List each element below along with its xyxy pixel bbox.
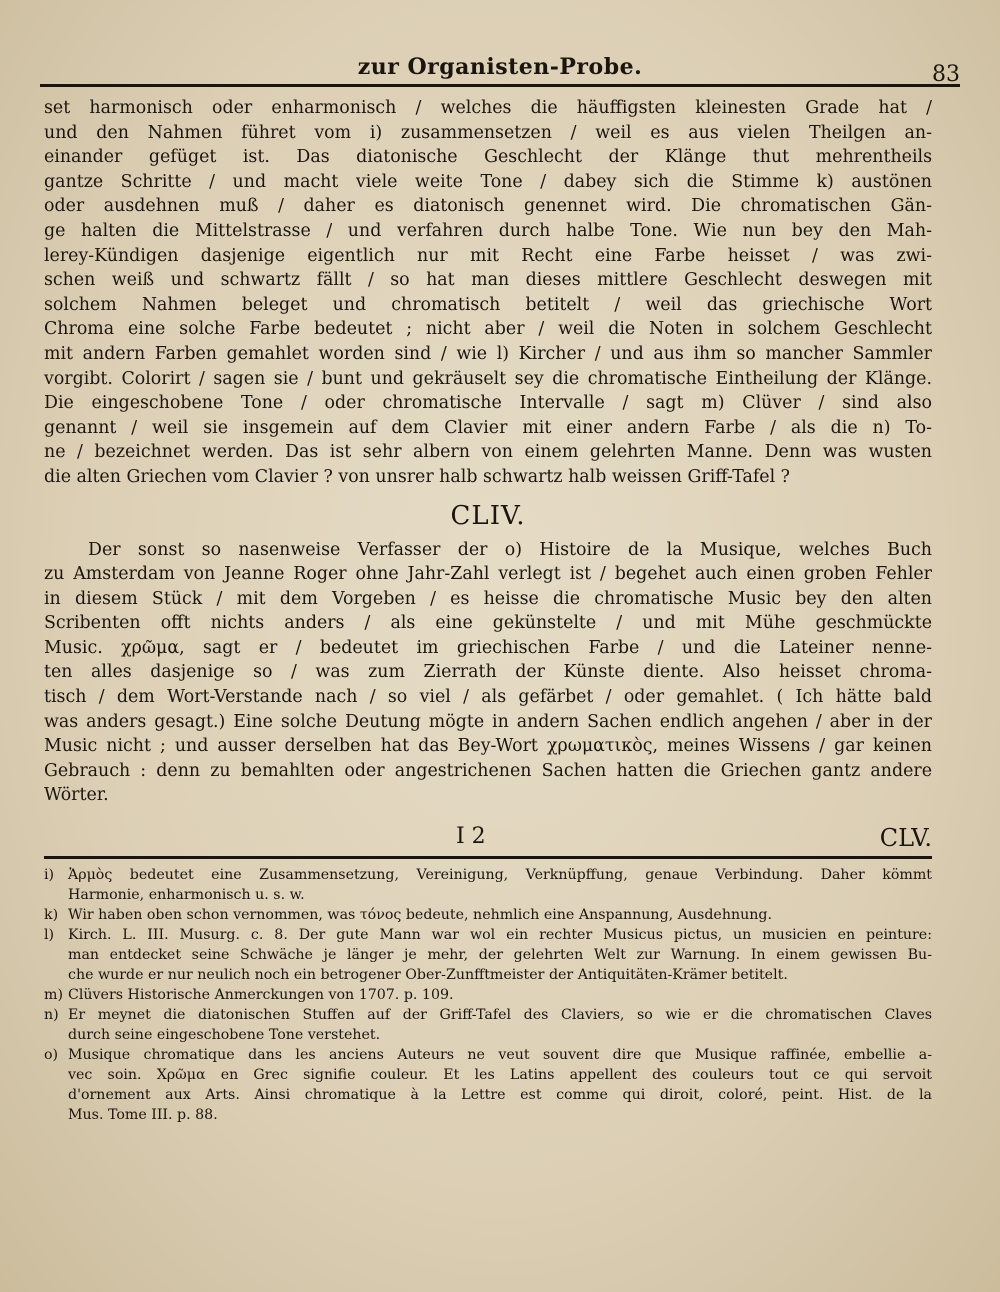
catchword-row — [44, 814, 932, 854]
text-line: was anders gesagt.) Eine solche Deutung mögte in andern Sachen endlich angehen / aber in der — [44, 711, 932, 732]
paragraph-histoire-de-la-musique — [44, 538, 932, 809]
text-line: set harmonisch oder enharmonisch / welches die häuffigsten kleinesten Grade hat / — [44, 98, 932, 118]
text-line: vorgibt. Colorirt / sagen sie / bunt und gekräuselt sey die chromatische Eintheilung der Klänge. — [44, 368, 932, 389]
footnote-m — [44, 985, 932, 1005]
text-line: Music nicht ; und ausser derselben hat das Bey-Wort χρωματικὸς, meines Wissens / gar keinen — [44, 736, 932, 757]
text-line: solchem Nahmen beleget und chromatisch betitelt / weil das griechische Wort — [44, 294, 932, 315]
text-line: gantze Schritte / und macht viele weite Tone / dabey sich die Stimme k) austönen — [44, 171, 932, 192]
text-line: in diesem Stück / mit dem Vorgeben / es heisse die chromatische Music bey den alten — [44, 588, 932, 609]
footnote-marker: m) — [44, 987, 63, 1004]
text-line: die alten Griechen vom Clavier ? von unsrer halb schwartz halb weissen Griff-Tafel ? — [44, 466, 791, 487]
paragraph-chromatic-genus — [44, 96, 932, 490]
text-line: tisch / dem Wort-Verstande nach / so viel / als gefärbet / oder gemahlet. ( Ich hätte bald — [44, 687, 932, 708]
footnote-i — [44, 865, 932, 885]
text-line: lerey-Kündigen dasjenige eigentlich nur mit Recht eine Farbe heisset / was zwi- — [44, 245, 932, 266]
footnote-marker: k) — [44, 907, 59, 924]
text-line: ne / bezeichnet werden. Das ist sehr albern von einem gelehrten Manne. Denn was wusten — [44, 442, 932, 463]
text-line: Die eingeschobene Tone / oder chromatische Intervalle / sagt m) Clüver / sind also — [44, 393, 932, 414]
footnote-n — [44, 1005, 932, 1025]
footnote-o — [44, 1045, 932, 1065]
footnotes — [44, 865, 932, 1125]
footnote-marker: i) — [44, 867, 55, 884]
footnote-text: Wir haben oben schon vernommen, was τόνος bedeute, nehmlich eine Anspannung, Ausdehnung. — [68, 907, 772, 924]
footnote-l-continued: che wurde er nur neulich noch ein betrogener Ober-Zunfftmeister der Antiquitäten-Krämer betitelt. — [68, 967, 788, 984]
text-line: Music. χρῶμα, sagt er / bedeutet im griechischen Farbe / und die Lateiner nenne- — [44, 637, 932, 658]
footnote-k — [44, 905, 932, 925]
footnote-o-continued: Mus. Tome III. p. 88. — [68, 1107, 218, 1124]
text-line: schen weiß und schwartz fällt / so hat man dieses mittlere Geschlecht deswegen mit — [44, 270, 932, 291]
footnote-l — [44, 925, 932, 945]
text-line: und den Nahmen führet vom i) zusammensetzen / weil es aus vielen Theilgen an- — [44, 122, 932, 143]
text-line: ge halten die Mittelstrasse / und verfahren durch halbe Tone. Wie nun bey den Mah- — [44, 220, 932, 241]
footnote-n-continued: durch seine eingeschobene Tone verstehet. — [68, 1027, 381, 1044]
text-line: Gebrauch : denn zu bemahlten oder angestrichenen Sachen hatten die Griechen gantz andere — [44, 760, 932, 781]
page-body — [44, 96, 932, 1125]
footnote-text: Ἁρμὸς bedeutet eine Zusammensetzung, Vereinigung, Verknüpffung, genaue Verbindung. Daher kömmt — [68, 867, 932, 884]
text-line: ten alles dasjenige so / was zum Zierrath der Künste diente. Also heisset chroma- — [44, 662, 932, 683]
footnote-text: Kirch. L. III. Musurg. c. 8. Der gute Mann war wol ein rechter Musicus pictus, un musicien en peinture: — [68, 927, 932, 944]
running-head: zur Organisten-Probe. — [357, 54, 643, 80]
text-line: Scribenten offt nichts anders / als eine gekünstelte / und mit Mühe geschmückte — [44, 613, 932, 634]
text-line: Chroma eine solche Farbe bedeutet ; nicht aber / weil die Noten in solchem Geschlecht — [44, 319, 932, 340]
footnote-text: Er meynet die diatonischen Stuffen auf der Griff-Tafel des Claviers, so wie er die chromatischen Claves — [68, 1007, 932, 1024]
footnote-l-continued: man entdecket seine Schwäche je länger je mehr, der gelehrten Welt zur Warnung. In einem gewissen Bu- — [68, 947, 932, 964]
footnote-o-continued: vec soin. Χρῶμα en Grec signifie couleur. Et les Latins appellent des couleurs tout ce qui servoit — [68, 1067, 932, 1084]
footnote-text: Musique chromatique dans les anciens Auteurs ne veut souvent dire que Musique raffinée, embellie a- — [68, 1047, 932, 1064]
text-line: zu Amsterdam von Jeanne Roger ohne Jahr-Zahl verlegt ist / begehet auch einen groben Fehler — [44, 564, 932, 585]
footnote-text: Clüvers Historische Anmerckungen von 1707. p. 109. — [68, 987, 454, 1004]
text-line: Wörter. — [44, 785, 109, 806]
page-number: 83 — [932, 62, 960, 87]
footnote-marker: n) — [44, 1007, 59, 1024]
section-heading: CLIV. — [450, 500, 526, 531]
text-line: mit andern Farben gemahlet worden sind / wie l) Kircher / und aus ihm so mancher Sammler — [44, 343, 932, 364]
page-header — [40, 40, 960, 87]
signature-mark: I 2 — [456, 824, 486, 850]
footnote-o-continued: d'ornement aux Arts. Ainsi chromatique à la Lettre est comme qui diroit, coloré, peint. Hist. de la — [68, 1087, 932, 1104]
footnote-rule — [44, 856, 932, 859]
text-line: genannt / weil sie insgemein auf dem Clavier mit einer andern Farbe / als die n) To- — [44, 417, 932, 438]
footnote-marker: l) — [44, 927, 55, 944]
footnote-marker: o) — [44, 1047, 59, 1064]
text-line: Der sonst so nasenweise Verfasser der o) Histoire de la Musique, welches Buch — [88, 539, 932, 560]
header-rule — [40, 84, 960, 87]
footnote-i-continued: Harmonie, enharmonisch u. s. w. — [68, 887, 305, 904]
text-line: oder ausdehnen muß / daher es diatonisch genennet wird. Die chromatischen Gän- — [44, 196, 932, 217]
catchword: CLV. — [879, 824, 932, 853]
text-line: einander gefüget ist. Das diatonische Geschlecht der Klänge thut mehrentheils — [44, 147, 932, 168]
